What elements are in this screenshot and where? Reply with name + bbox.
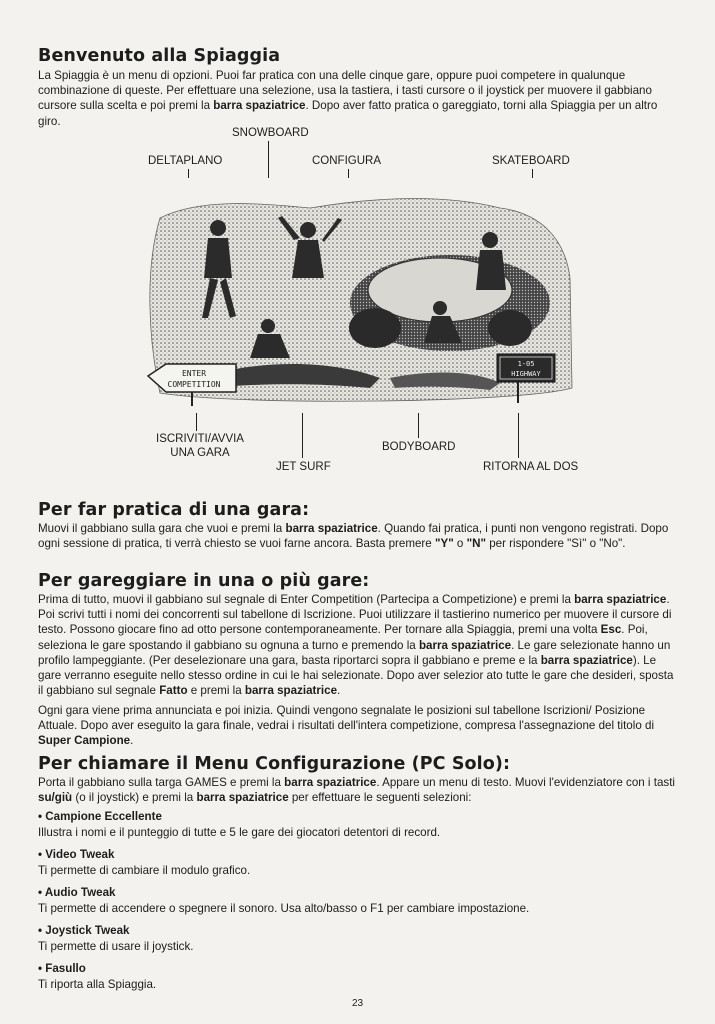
option-name-text: Joystick Tweak [45, 924, 130, 937]
option-desc: Ti riporta alla Spiaggia. [38, 978, 157, 991]
option-name: • Video Tweak [38, 848, 115, 861]
label-configura: CONFIGURA [312, 155, 381, 167]
section-title-config-menu: Per chiamare il Menu Configurazione (PC Solo): [38, 754, 511, 774]
option-name: • Campione Eccellente [38, 810, 162, 823]
compete-paragraph-1: Prima di tutto, muovi il gabbiano sul segnale di Enter Competition (Partecipa a Competizione) e premi la barra spaziatrice. Poi scrivi tutti i nomi dei concorrenti sul tabellone di Iscrizione. Puoi utilizzare il tastierino numerico per muovere il cursore di testo. Possono giocare fino ad otto persone contemporaneamente. Per tornare alla Spiaggia, premi una volta Esc. Poi, seleziona le gare spostando il gabbiano su ognuna a turno e premendo la barra spaziatrice. Le gare selezionate hanno un profilo lampeggiante. (Per deselezionare una gara, basta riportarci sopra il gabbiano e preme e la barra spaziatrice). Le gare verranno eseguite nello stesso ordine in cui le hai selezionate. Dopo aver selezior ato tutte le gare che desideri, sposta il gabbiano sul segnale Fatto e premi la barra spaziatrice. [38, 593, 674, 698]
label-bodyboard: BODYBOARD [382, 441, 456, 453]
compete-paragraph-2: Ogni gara viene prima annunciata e poi inizia. Quindi vengono segnalate le posizioni sul tabellone Iscrizioni/ Posizione Attuale. Dopo aver eseguito la gara finale, vedrai i risultati dell'intera competizione, compresa l'assegnazione del titolo di Super Campione. [38, 704, 655, 748]
section-title-practice: Per far pratica di una gara: [38, 500, 310, 520]
section-title-compete: Per gareggiare in una o più gare: [38, 571, 370, 591]
label-iscriviti: ISCRIVITI/AVVIA UNA GARA [156, 433, 244, 459]
highway-sign-line1: 1-05 [517, 360, 535, 368]
page-number: 23 [351, 998, 364, 1009]
label-jetsurf: JET SURF [276, 461, 331, 473]
option-name-text: Video Tweak [45, 848, 115, 861]
beach-illustration [140, 178, 575, 413]
welcome-paragraph: La Spiaggia è un menu di opzioni. Puoi far pratica con una delle cinque gare, oppure puoi competere in qualunque combinazione di queste. Per effettuare una selezione, usa la tastiera, i tasti cursore o il joystick per muovere il gabbiano cursore sulla scelta e poi premi la barra spaziatrice. Dopo aver fatto pratica o gareggiato, torni alla Spiaggia per un altro giro. [38, 69, 658, 128]
option-name-text: Fasullo [45, 962, 86, 975]
option-name: • Audio Tweak [38, 886, 116, 899]
option-desc: Ti permette di accendere o spegnere il sonoro. Usa alto/basso o F1 per cambiare impostazione. [38, 902, 530, 915]
option-name-text: Audio Tweak [44, 886, 116, 899]
enter-sign-line2: COMPETITION [167, 380, 221, 389]
option-desc: Ti permette di usare il joystick. [38, 940, 194, 953]
option-name-text: Campione Eccellente [45, 810, 162, 823]
label-deltaplano: DELTAPLANO [148, 155, 223, 167]
enter-sign-line1: ENTER [181, 369, 207, 378]
label-ritorna: RITORNA AL DOS [483, 461, 579, 473]
option-name: • Fasullo [38, 962, 86, 975]
option-desc: Ti permette di cambiare il modulo grafico. [38, 864, 251, 877]
practice-paragraph: Muovi il gabbiano sulla gara che vuoi e premi la barra spaziatrice. Quando fai pratica, i punti non vengono registrati. Dopo ogni sessione di pratica, ti verrà chiesto se vuoi farne ancora. Basta premere "Y" o "N" per rispondere "Sì" o "No". [38, 522, 669, 551]
section-title-welcome: Benvenuto alla Spiaggia [38, 46, 281, 66]
config-menu-paragraph: Porta il gabbiano sulla targa GAMES e premi la barra spaziatrice. Appare un menu di testo. Muovi l'evidenziatore con i tasti su/giù (o il joystick) e premi la barra spaziatrice per effettuare le seguenti selezioni: [38, 776, 675, 805]
highway-sign-line2: HIGHWAY [511, 370, 541, 378]
label-snowboard: SNOWBOARD [232, 127, 309, 139]
label-skateboard: SKATEBOARD [492, 155, 570, 167]
option-name: • Joystick Tweak [38, 924, 130, 937]
option-desc: Illustra i nomi e il punteggio di tutte e 5 le gare dei giocatori detentori di record. [38, 826, 441, 839]
